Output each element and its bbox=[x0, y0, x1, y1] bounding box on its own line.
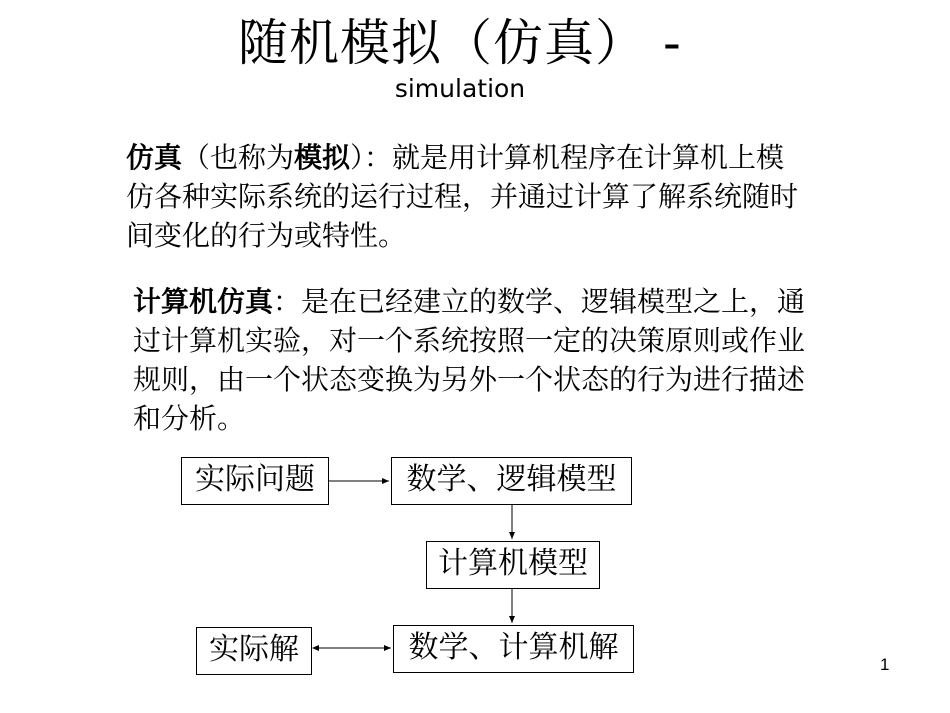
para1-line1-rest: ）：就是用计算机程序在计算机上模 bbox=[350, 141, 785, 174]
slide-title: 随机模拟（仿真） - bbox=[238, 14, 682, 72]
para2-line2: 过计算机实验，对一个系统按照一定的决策原则或作业 bbox=[133, 324, 806, 357]
term-simulation: 仿真 bbox=[126, 141, 183, 174]
slide-subtitle: simulation bbox=[394, 74, 526, 103]
para2-line4: 和分析。 bbox=[133, 402, 246, 435]
term-computer-simulation: 计算机仿真 bbox=[133, 285, 274, 318]
para2-line3: 规则，由一个状态变换为另外一个状态的行为进行描述 bbox=[133, 363, 806, 396]
box-math-computer-solution: 数学、计算机解 bbox=[393, 625, 634, 673]
para1-line3: 间变化的行为或特性。 bbox=[126, 219, 407, 252]
term-modeling: 模拟 bbox=[294, 141, 351, 174]
box-real-problem: 实际问题 bbox=[181, 457, 329, 505]
para2-line1-rest: ：是在已经建立的数学、逻辑模型之上，通 bbox=[273, 285, 806, 318]
page-number: 1 bbox=[880, 655, 890, 674]
para1-paren-open: （也称为 bbox=[182, 141, 295, 174]
box-computer-model: 计算机模型 bbox=[426, 541, 600, 589]
box-math-logic-model: 数学、逻辑模型 bbox=[391, 457, 632, 505]
para1-line2: 仿各种实际系统的运行过程，并通过计算了解系统随时 bbox=[126, 180, 799, 213]
box-real-solution: 实际解 bbox=[196, 627, 312, 675]
